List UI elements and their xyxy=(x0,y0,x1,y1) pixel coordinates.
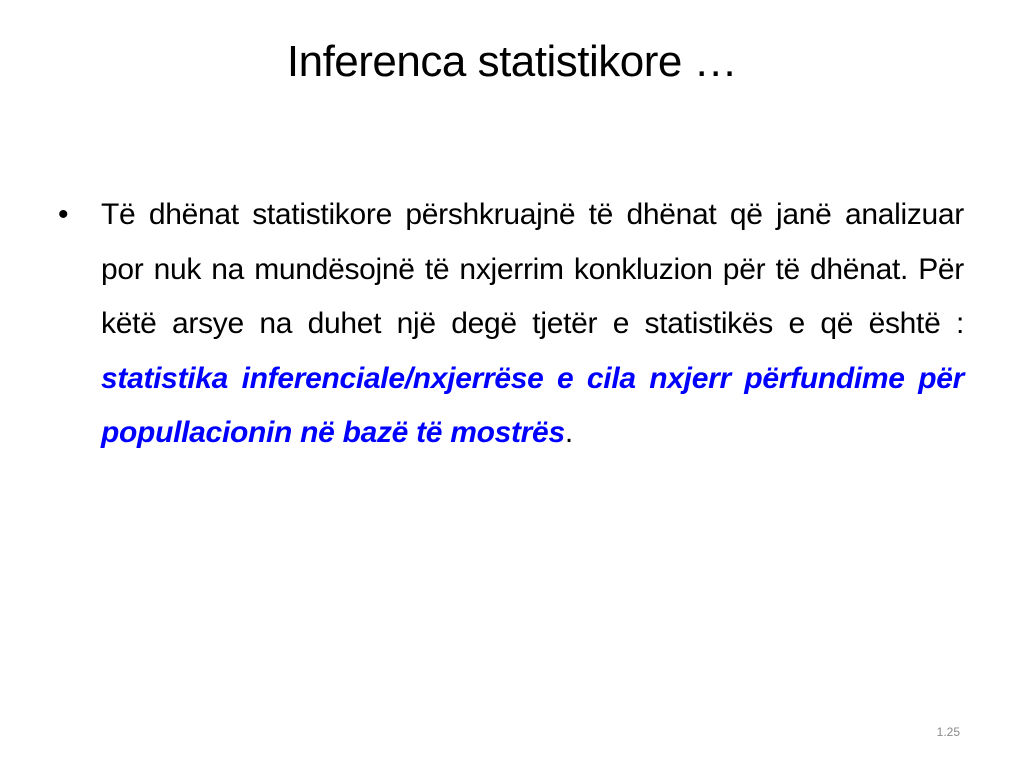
bullet-emphasis-text: statistika inferenciale/nxjerrëse e cila nxjerr përfundime për popullacionin në bazë të mostrës xyxy=(101,361,964,449)
slide-title: Inferenca statistikore … xyxy=(286,37,738,86)
bullet-text-end: . xyxy=(564,416,573,449)
slide-content xyxy=(52,188,964,461)
bullet-item xyxy=(52,188,964,461)
page-number: 1.25 xyxy=(936,725,960,739)
bullet-icon: • xyxy=(58,198,69,231)
bullet-text: Të dhënat statistikore përshkruajnë të dhënat që janë analizuar por nuk na mundësojnë të nxjerrim konkluzion për të dhënat. Për këtë arsye na duhet një degë tjetër e statistikës e që është : xyxy=(101,198,964,340)
